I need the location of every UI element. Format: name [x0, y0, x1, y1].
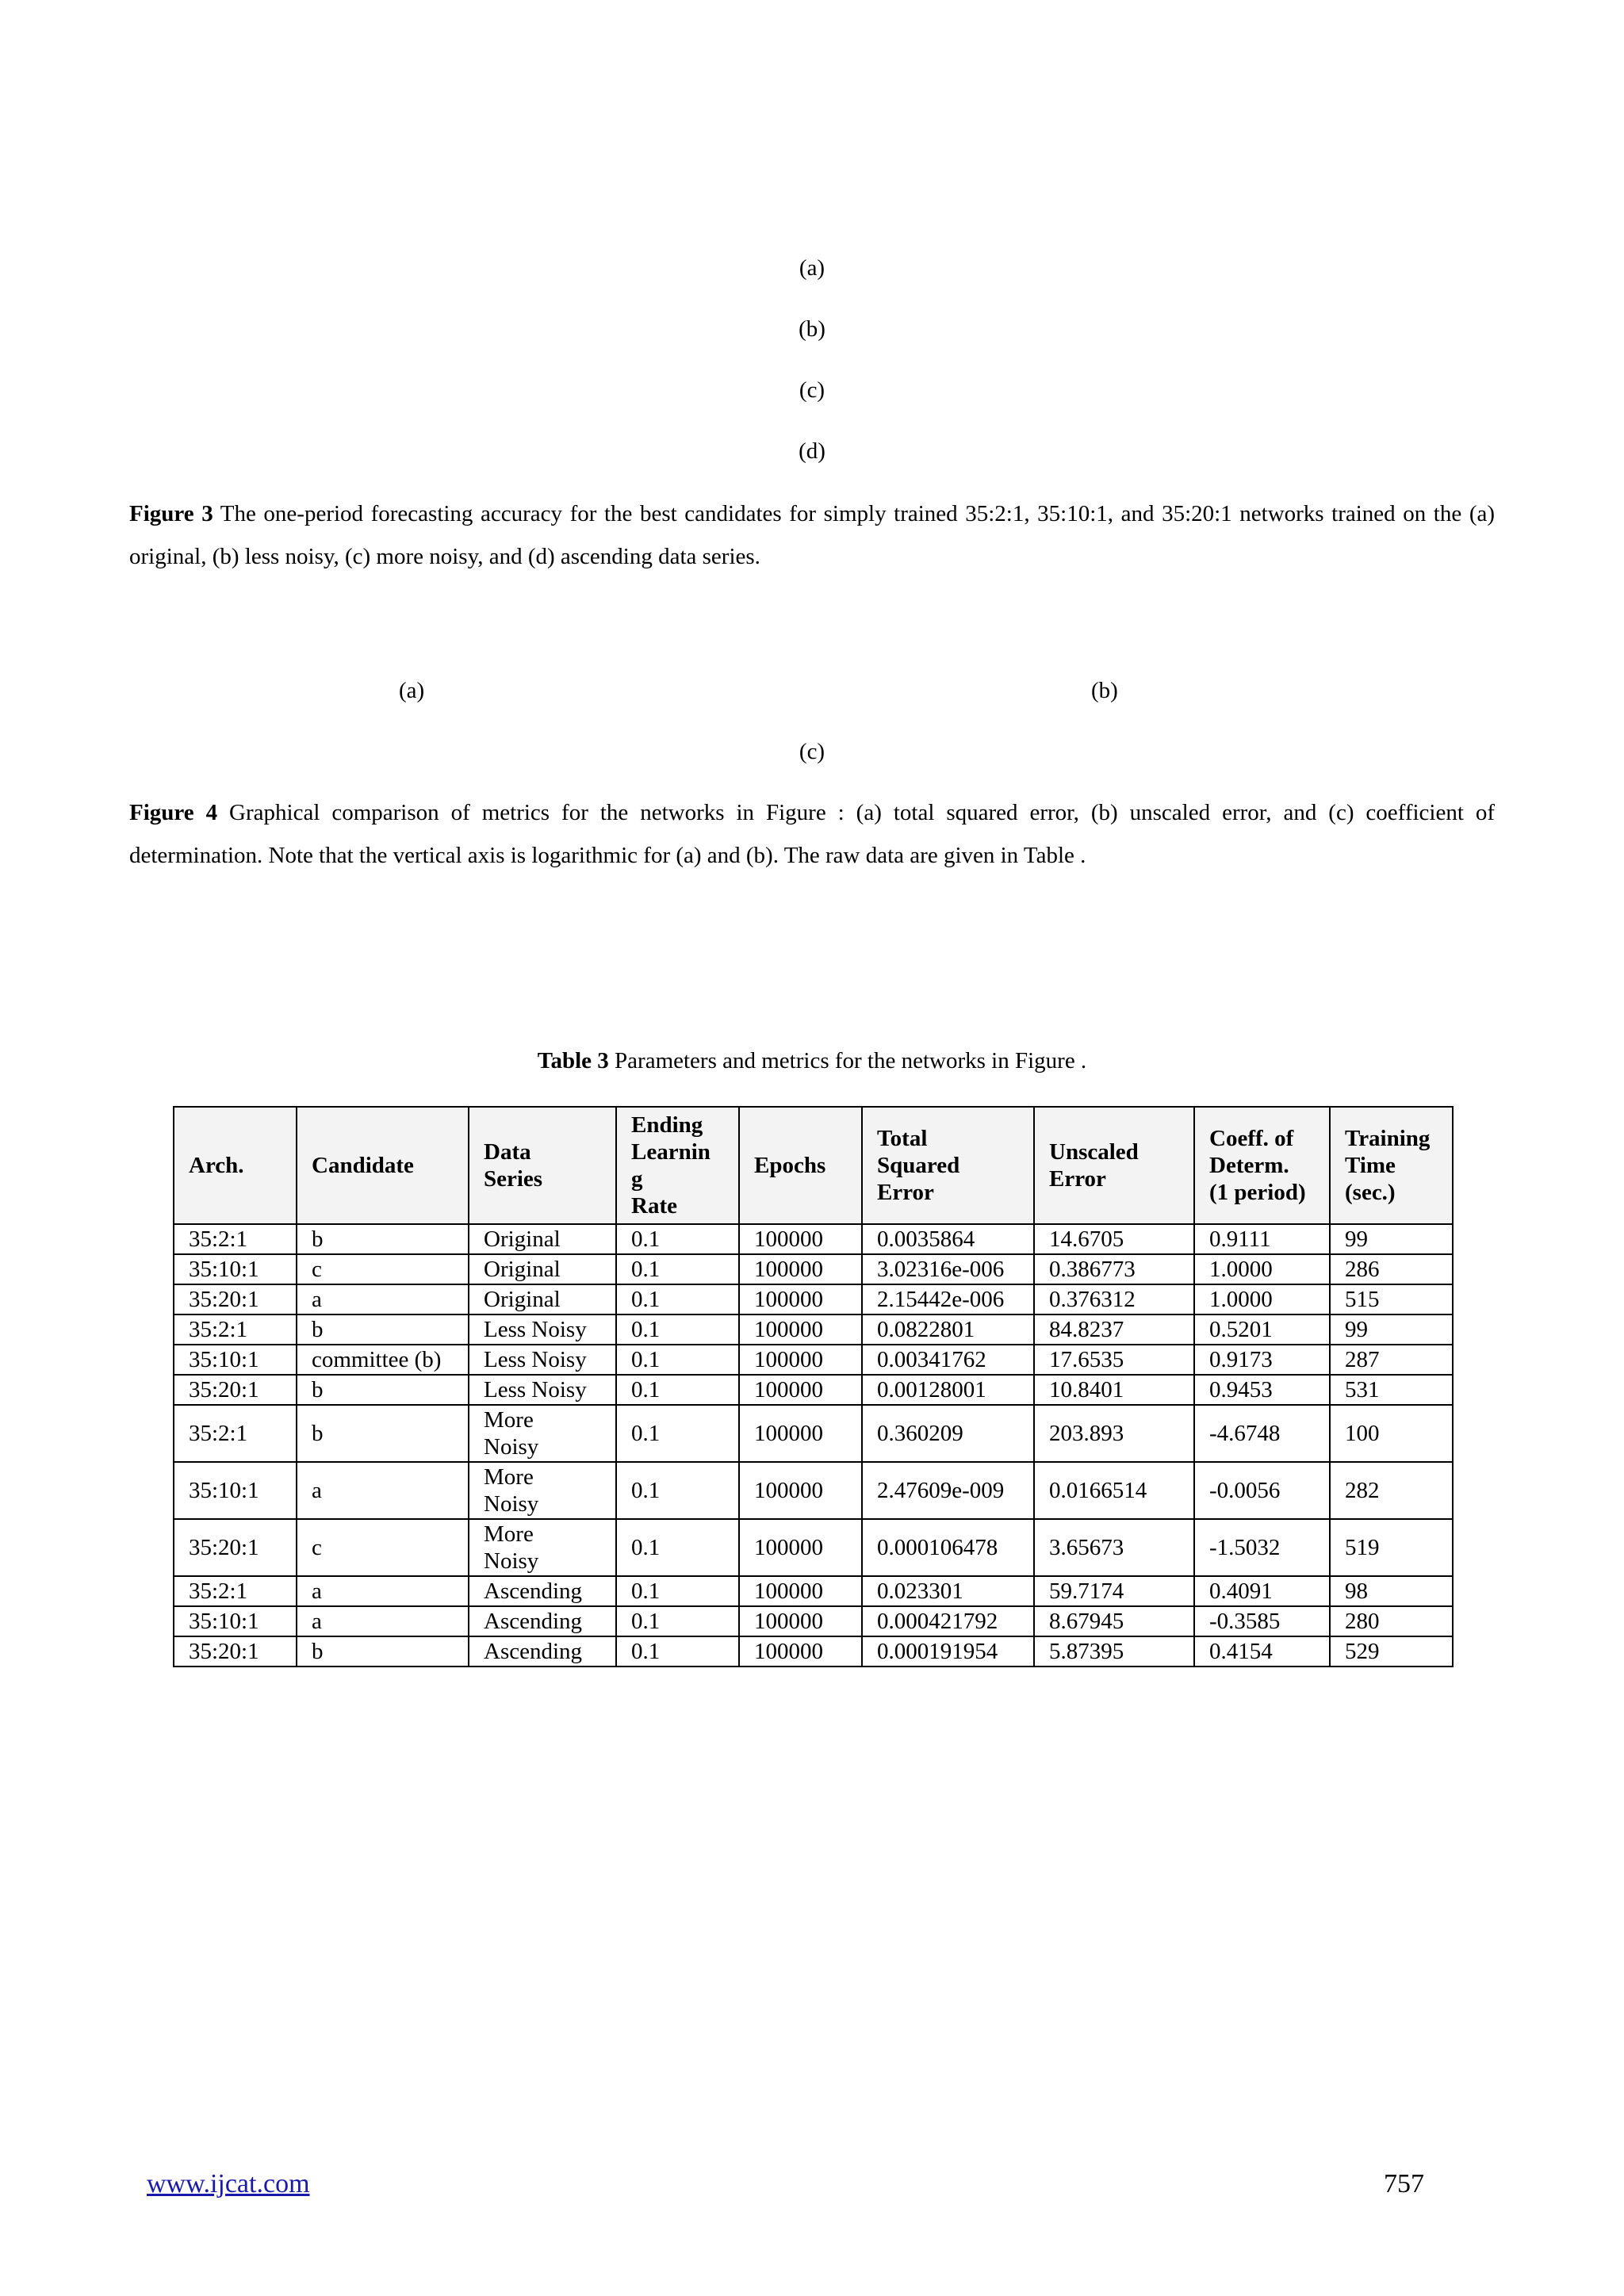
table-cell: 35:2:1: [174, 1405, 297, 1462]
table-cell: 35:20:1: [174, 1519, 297, 1576]
table-row: [174, 1462, 1453, 1519]
table-cell: 0.1: [616, 1375, 739, 1405]
table-cell: Original: [469, 1254, 616, 1284]
figure3-caption-label: Figure 3: [129, 501, 213, 526]
table-cell: 0.1: [616, 1284, 739, 1314]
figure3-label-b: (b): [799, 316, 825, 342]
table-cell: 0.376312: [1034, 1284, 1194, 1314]
table-header-cell: Candidate: [297, 1107, 469, 1224]
table-cell: b: [297, 1405, 469, 1462]
table-cell: Less Noisy: [469, 1314, 616, 1345]
table-cell: Original: [469, 1224, 616, 1254]
figure4-caption: [129, 791, 1495, 877]
table-cell: 0.00128001: [862, 1375, 1034, 1405]
table-cell: 3.65673: [1034, 1519, 1194, 1576]
table3-caption: [0, 1047, 1624, 1075]
table-cell: 0.9111: [1194, 1224, 1330, 1254]
figure3-label-d: (d): [799, 438, 825, 464]
table-cell: Less Noisy: [469, 1345, 616, 1375]
table-row: [174, 1636, 1453, 1667]
table-cell: b: [297, 1636, 469, 1667]
table-cell: Ascending: [469, 1636, 616, 1667]
figure4-caption-text: Graphical comparison of metrics for the networks in Figure : (a) total squared error, (b) unscaled error, and (c) coefficient of determination. Note that the vertical axis is logarithmic for (a) and (b). The raw data are given in Table .: [129, 800, 1496, 868]
table-cell: 99: [1330, 1314, 1453, 1345]
table-cell: 515: [1330, 1284, 1453, 1314]
table-cell: b: [297, 1224, 469, 1254]
table-cell: 0.000106478: [862, 1519, 1034, 1576]
table-cell: 0.1: [616, 1345, 739, 1375]
table-row: [174, 1224, 1453, 1254]
table-cell: More Noisy: [469, 1405, 616, 1462]
table-body: [174, 1224, 1453, 1667]
table-cell: 282: [1330, 1462, 1453, 1519]
table-cell: 35:20:1: [174, 1636, 297, 1667]
table-cell: a: [297, 1606, 469, 1636]
table-cell: 0.0822801: [862, 1314, 1034, 1345]
table-cell: 100000: [739, 1314, 862, 1345]
figure4-label-c: (c): [799, 739, 825, 764]
table-header-cell: Coeff. of Determ. (1 period): [1194, 1107, 1330, 1224]
table-cell: 0.1: [616, 1636, 739, 1667]
table-cell: Original: [469, 1284, 616, 1314]
table3-caption-label: Table 3: [537, 1048, 609, 1073]
table-cell: 0.1: [616, 1606, 739, 1636]
table-header-cell: Unscaled Error: [1034, 1107, 1194, 1224]
table-header-cell: Ending Learnin g Rate: [616, 1107, 739, 1224]
table-cell: 0.1: [616, 1519, 739, 1576]
page-number: 757: [1384, 2169, 1424, 2198]
table-cell: 100: [1330, 1405, 1453, 1462]
table-cell: 35:10:1: [174, 1606, 297, 1636]
table-cell: 0.1: [616, 1576, 739, 1606]
figure4-label-b: (b): [1091, 678, 1118, 703]
table-cell: a: [297, 1576, 469, 1606]
table-header-cell: Epochs: [739, 1107, 862, 1224]
table-cell: 100000: [739, 1405, 862, 1462]
table-cell: 100000: [739, 1576, 862, 1606]
table-cell: 203.893: [1034, 1405, 1194, 1462]
table-cell: 100000: [739, 1375, 862, 1405]
table-cell: -4.6748: [1194, 1405, 1330, 1462]
table-cell: 286: [1330, 1254, 1453, 1284]
table-cell: 0.4091: [1194, 1576, 1330, 1606]
table-cell: 35:2:1: [174, 1314, 297, 1345]
table-cell: 531: [1330, 1375, 1453, 1405]
table-cell: 100000: [739, 1254, 862, 1284]
table-cell: 35:20:1: [174, 1375, 297, 1405]
table-cell: 10.8401: [1034, 1375, 1194, 1405]
table-row: [174, 1345, 1453, 1375]
table-row: [174, 1314, 1453, 1345]
table-cell: c: [297, 1254, 469, 1284]
table-cell: 84.8237: [1034, 1314, 1194, 1345]
footer-website-link[interactable]: www.ijcat.com: [147, 2169, 310, 2198]
table-cell: 100000: [739, 1519, 862, 1576]
table-cell: 35:10:1: [174, 1345, 297, 1375]
table3-caption-text: Parameters and metrics for the networks in Figure .: [608, 1048, 1087, 1073]
table-cell: 98: [1330, 1576, 1453, 1606]
table-row: [174, 1254, 1453, 1284]
table-cell: 100000: [739, 1636, 862, 1667]
table-cell: 0.360209: [862, 1405, 1034, 1462]
table-cell: 287: [1330, 1345, 1453, 1375]
table-cell: -1.5032: [1194, 1519, 1330, 1576]
table-cell: 100000: [739, 1284, 862, 1314]
table-cell: 0.1: [616, 1314, 739, 1345]
table-cell: committee (b): [297, 1345, 469, 1375]
table-cell: More Noisy: [469, 1462, 616, 1519]
table-cell: c: [297, 1519, 469, 1576]
table-header-cell: Total Squared Error: [862, 1107, 1034, 1224]
table-cell: 2.15442e-006: [862, 1284, 1034, 1314]
table-cell: 35:10:1: [174, 1254, 297, 1284]
table-cell: 0.0035864: [862, 1224, 1034, 1254]
table-cell: 280: [1330, 1606, 1453, 1636]
table-cell: 8.67945: [1034, 1606, 1194, 1636]
table-cell: 0.4154: [1194, 1636, 1330, 1667]
table-cell: 1.0000: [1194, 1284, 1330, 1314]
table-cell: 3.02316e-006: [862, 1254, 1034, 1284]
table-cell: 17.6535: [1034, 1345, 1194, 1375]
table-cell: 5.87395: [1034, 1636, 1194, 1667]
table-cell: 100000: [739, 1606, 862, 1636]
table-cell: 2.47609e-009: [862, 1462, 1034, 1519]
table-cell: 14.6705: [1034, 1224, 1194, 1254]
table-row: [174, 1519, 1453, 1576]
table-cell: b: [297, 1314, 469, 1345]
table-cell: Less Noisy: [469, 1375, 616, 1405]
table-cell: 35:20:1: [174, 1284, 297, 1314]
table-row: [174, 1576, 1453, 1606]
table-cell: 35:2:1: [174, 1224, 297, 1254]
table-cell: Ascending: [469, 1576, 616, 1606]
figure3-caption: [129, 492, 1495, 578]
figure3-label-c: (c): [799, 377, 825, 403]
table-cell: 0.00341762: [862, 1345, 1034, 1375]
table-cell: 100000: [739, 1345, 862, 1375]
table-cell: 0.0166514: [1034, 1462, 1194, 1519]
table-cell: 0.1: [616, 1254, 739, 1284]
table-cell: 100000: [739, 1462, 862, 1519]
table-cell: -0.3585: [1194, 1606, 1330, 1636]
table-cell: a: [297, 1462, 469, 1519]
table-cell: 99: [1330, 1224, 1453, 1254]
table-row: [174, 1606, 1453, 1636]
table-header-row: [174, 1107, 1453, 1224]
table-cell: 0.1: [616, 1462, 739, 1519]
table-cell: 0.1: [616, 1224, 739, 1254]
table-cell: 529: [1330, 1636, 1453, 1667]
table-cell: 0.9173: [1194, 1345, 1330, 1375]
table-cell: 35:2:1: [174, 1576, 297, 1606]
table-cell: 0.5201: [1194, 1314, 1330, 1345]
table-cell: -0.0056: [1194, 1462, 1330, 1519]
table-cell: Ascending: [469, 1606, 616, 1636]
table-cell: 0.386773: [1034, 1254, 1194, 1284]
table-cell: 0.1: [616, 1405, 739, 1462]
table-header-cell: Arch.: [174, 1107, 297, 1224]
table-header: [174, 1107, 1453, 1224]
table-cell: 100000: [739, 1224, 862, 1254]
table-header-cell: Data Series: [469, 1107, 616, 1224]
figure4-label-a: (a): [399, 678, 425, 703]
table-cell: 59.7174: [1034, 1576, 1194, 1606]
table-cell: More Noisy: [469, 1519, 616, 1576]
table-row: [174, 1375, 1453, 1405]
table-row: [174, 1405, 1453, 1462]
figure3-label-a: (a): [799, 255, 825, 281]
table-cell: b: [297, 1375, 469, 1405]
table-header-cell: Training Time (sec.): [1330, 1107, 1453, 1224]
table-cell: 0.000421792: [862, 1606, 1034, 1636]
table-cell: 1.0000: [1194, 1254, 1330, 1284]
table-cell: a: [297, 1284, 469, 1314]
figure3-caption-text: The one-period forecasting accuracy for the best candidates for simply trained 35:2:1, 35:10:1, and 35:20:1 networks trained on the (a) original, (b) less noisy, (c) more noisy, and (d) ascending data series.: [129, 501, 1496, 569]
table-row: [174, 1284, 1453, 1314]
table-cell: 0.023301: [862, 1576, 1034, 1606]
figure4-caption-label: Figure 4: [129, 800, 218, 825]
table-cell: 35:10:1: [174, 1462, 297, 1519]
table-cell: 519: [1330, 1519, 1453, 1576]
table-cell: 0.9453: [1194, 1375, 1330, 1405]
table-cell: 0.000191954: [862, 1636, 1034, 1667]
parameters-table: [173, 1106, 1454, 1667]
